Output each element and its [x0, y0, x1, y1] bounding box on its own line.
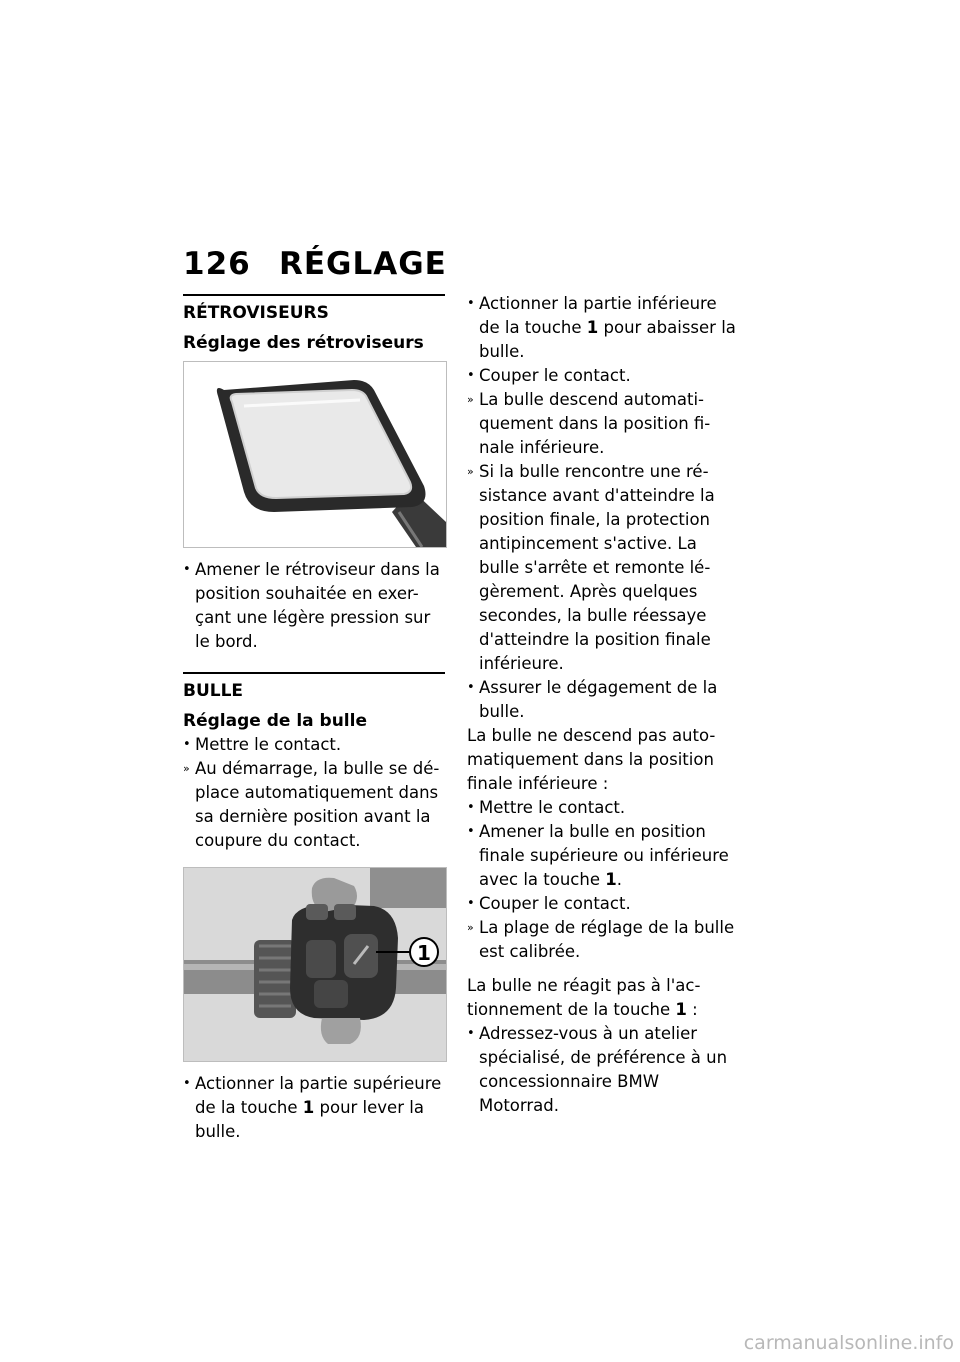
- page-number: 126: [183, 246, 251, 282]
- bullet-icon: •: [467, 680, 475, 695]
- calibration-steps: [467, 796, 737, 964]
- windshield-steps: [183, 733, 445, 853]
- list-item: • Amener le rétroviseur dans la position souhaitée en exer-çant une légère pression sur le bord.: [183, 560, 440, 651]
- mirror-illustration: [184, 362, 446, 547]
- key-reference: 1: [675, 1000, 687, 1019]
- paragraph: La bulle ne réagit pas à l'ac-tionnement de la touche 1 :: [467, 976, 701, 1019]
- chapter-title: RÉGLAGE: [279, 246, 447, 282]
- section-title-windshield: BULLE: [183, 681, 244, 701]
- list-item-result: » Si la bulle rencontre une ré-sistance avant d'atteindre la position finale, la protection antipincement s'active. La bulle s'arrête et remonte lé-gèrement. Après quelques secondes, la bulle réessaye d'atteindre la position finale inférieure.: [467, 462, 715, 673]
- section-divider: [183, 294, 445, 296]
- result-arrow-icon: »: [183, 762, 190, 775]
- section-title-mirrors: RÉTROVISEURS: [183, 303, 329, 323]
- list-item: • Actionner la partie supérieure de la touche 1 pour lever la bulle.: [183, 1074, 442, 1141]
- subtitle-mirror-adjust: Réglage des rétroviseurs: [183, 333, 424, 353]
- list-item: • Adressez-vous à un atelier spécialisé, de préférence à un concessionnaire BMW Motorrad.: [467, 1024, 728, 1115]
- bullet-icon: •: [183, 737, 191, 752]
- switch-illustration: [184, 868, 446, 1061]
- list-item: • Amener la bulle en position finale supérieure ou inférieure avec la touche 1.: [467, 822, 729, 889]
- list-item-result: » La bulle descend automati-quement dans la position fi-nale inférieure.: [467, 390, 711, 457]
- windshield-steps-raise: [183, 1072, 445, 1144]
- key-reference: 1: [586, 318, 599, 337]
- list-item: • Mettre le contact.: [467, 796, 737, 820]
- page-header: [183, 246, 447, 282]
- key-reference: 1: [302, 1098, 315, 1117]
- windshield-steps-lower: [467, 292, 737, 724]
- bullet-icon: •: [467, 824, 475, 839]
- bullet-icon: •: [467, 800, 475, 815]
- subtitle-windshield-adjust: Réglage de la bulle: [183, 711, 367, 731]
- callout-label: 1: [417, 941, 431, 965]
- workshop-steps: [467, 1022, 737, 1118]
- bullet-icon: •: [467, 368, 475, 383]
- result-arrow-icon: »: [467, 465, 474, 478]
- handlebar-switch-figure: [183, 867, 447, 1062]
- key-reference: 1: [605, 870, 617, 889]
- result-arrow-icon: »: [467, 393, 474, 406]
- right-column: [467, 292, 737, 1118]
- bullet-icon: •: [467, 296, 475, 311]
- list-item: • Actionner la partie inférieure de la touche 1 pour abaisser la bulle.: [467, 294, 736, 361]
- list-item-result: » Au démarrage, la bulle se dé-place automatiquement dans sa dernière position avant la coupure du contact.: [183, 759, 440, 850]
- result-arrow-icon: »: [467, 921, 474, 934]
- list-item: • Couper le contact.: [467, 364, 737, 388]
- list-item: • Assurer le dégagement de la bulle.: [467, 678, 718, 721]
- mirror-steps: [183, 558, 445, 654]
- bullet-icon: •: [183, 562, 191, 577]
- list-item-result: » La plage de réglage de la bulle est calibrée.: [467, 918, 735, 961]
- mirror-figure: [183, 361, 447, 548]
- section-divider: [183, 672, 445, 674]
- bullet-icon: •: [467, 1026, 475, 1041]
- watermark: carmanualsonline.info: [743, 1332, 954, 1354]
- paragraph: La bulle ne descend pas auto-matiquement dans la position finale inférieure :: [467, 726, 716, 793]
- list-item: • Couper le contact.: [467, 892, 737, 916]
- list-item: • Mettre le contact.: [183, 733, 445, 757]
- bullet-icon: •: [467, 896, 475, 911]
- bullet-icon: •: [183, 1076, 191, 1091]
- left-column: [183, 294, 445, 1144]
